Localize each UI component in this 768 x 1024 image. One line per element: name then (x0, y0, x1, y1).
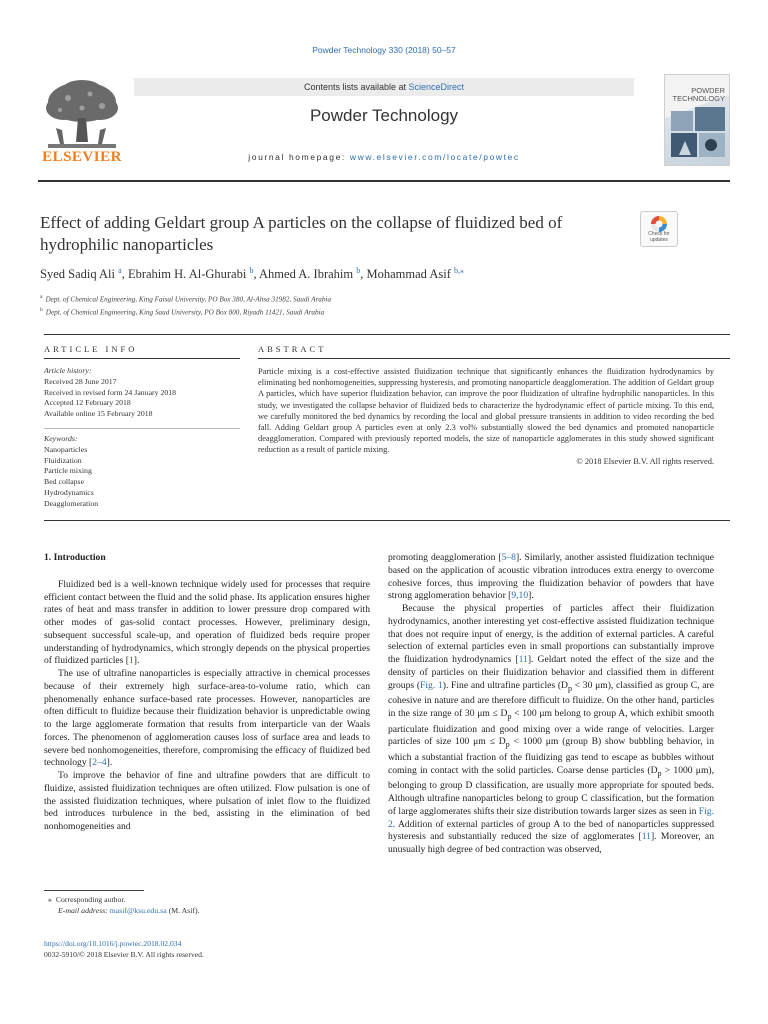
paragraph-text: ). Fine and ultrafine particles (D (442, 679, 568, 691)
email-link[interactable]: masif@ksu.edu.sa (109, 906, 167, 915)
journal-masthead (38, 68, 730, 174)
footnote-line (48, 894, 368, 905)
publisher-name: ELSEVIER (42, 149, 122, 165)
footnote-email-line (48, 905, 368, 916)
paragraph-text: > 1000 μm), belonging to group D classification, are usually more appropriate for spouted beds. Although ultrafine nanoparticles belong to group C classification, but the formation of large agglomerates shifts their size distribution towards larger sizes as seen in (388, 764, 714, 817)
issn-line: 0032-5910/© 2018 Elsevier B.V. All rights reserved. (44, 950, 204, 959)
keyword-item: Particle mixing (44, 466, 92, 476)
history-divider (44, 428, 240, 429)
paragraph-text: < 1000 μm (group B) show bubbling behavior, in which a substantial fraction of the fluidizing gas tend to escape as bubbles without coming in contact with the solid particles. Coarse dense particles (D (388, 736, 714, 776)
keyword-item: Deagglomeration (44, 498, 99, 508)
masthead-center (134, 68, 634, 174)
footnote-label: Corresponding author. (55, 895, 126, 904)
paragraph-text: ]. (133, 655, 140, 667)
paragraph-text: < 100 μm belong to group A, which exhibit smooth particulate fluidization and good mixing over a wide range of velocities. Larger particles of size 100 μm ≤ D (388, 707, 714, 748)
affiliations (40, 292, 730, 319)
section-heading: 1. Introduction (44, 552, 106, 563)
affiliation-line (40, 292, 730, 305)
abstract-text: Particle mixing is a cost-effective assisted fluidization technique that significantly enhances the fluidization hydrodynamics by eliminating bed nonhomogeneities, suppressing hysteresis, and promoting nanoparticle deagglomeration. The addition of Geldart group A particles, which have superior fluidization behavior, can improve the poor fluidization of ultrafine hydrophilic nanoparticles. In this study, we investigated the collapse behavior of fluidized beds to characterize the hydrodynamic effect of particle mixing. To this end, we carefully monitored the bed dynamics by recording the local and global pressure transients in addition to video recording the bed fall. Adding Geldart group A particles even at only 2.3 vol% substantially slowed the bed dynamics and promoted nanoparticle deagglomeration. Compared with previously reported models, the size of nanoparticle agglomerates in this study showed significant reduction as a result of particle mixing. (258, 367, 714, 455)
article-title: Effect of adding Geldart group A particles on the collapse of fluidized bed of hydrophilic nanoparticles (40, 213, 563, 254)
keywords (44, 434, 244, 510)
author-affiliation-marker[interactable]: b (356, 266, 361, 275)
subscript: p (657, 768, 662, 778)
citation-link[interactable]: 11 (518, 654, 528, 665)
paragraph: To improve the behavior of fine and ultrafine powders that are difficult to fluidize, assisted fluidization techniques are often utilized. Flow pulsation is one of the assisted fluidization techniques, where pulsation of inlet flow to the fluidized bed introduces turbulence in the bed, assisting in the elimination of bed nonhomogeneities and (44, 770, 370, 832)
cover-title: POWDER TECHNOLOGY (672, 86, 725, 103)
history-item: Available online 15 February 2018 (44, 409, 153, 419)
right-column (388, 552, 714, 857)
affiliation-line (40, 305, 730, 318)
article-history (44, 366, 244, 420)
abstract-end-divider (44, 520, 730, 521)
doi-link[interactable]: https://doi.org/10.1016/j.powtec.2018.02.034 (44, 939, 182, 948)
author-name[interactable]: Mohammad Asif (366, 267, 451, 282)
author-affiliation-marker[interactable]: a (118, 266, 122, 275)
journal-cover-thumbnail[interactable] (664, 74, 730, 166)
paragraph (44, 668, 370, 770)
article-history-label: Article history: (44, 366, 92, 375)
citation-link[interactable]: 9,10 (511, 590, 529, 602)
paragraph (388, 603, 714, 857)
email-owner: (M. Asif). (166, 906, 200, 915)
citation-link[interactable]: 1 (128, 655, 134, 667)
keywords-label: Keywords: (44, 434, 78, 443)
masthead-divider (38, 180, 730, 182)
badge-text: Check for updates (648, 231, 670, 243)
subscript: p (505, 740, 510, 750)
affiliation-text: Dept. of Chemical Engineering, King Saud University, PO Box 800, Riyadh 11421, Saudi Arabia (45, 308, 325, 317)
contents-bar (134, 78, 634, 96)
paragraph-text: Because the physical properties of particles affect their fluidization hydrodynamics, another interesting yet cost-effective assisted fluidization technique that does not require input of energy, is the addition of external particles. A careful selection of external particles even in small proportions can substantially improve the fluidization hydrodynamics [ (388, 603, 714, 665)
affiliation-marker: a (40, 294, 43, 300)
paragraph (44, 579, 370, 668)
citation-link[interactable]: 2–4 (92, 757, 107, 769)
doi-block (44, 938, 444, 960)
corresponding-author-footnote (48, 894, 368, 916)
author-affiliation-marker[interactable]: b (249, 266, 254, 275)
paragraph-text: ]. Moreover, an unusually high degree of bed contraction was observed, (388, 831, 714, 856)
citation-link[interactable]: 11 (641, 831, 651, 843)
author-name[interactable]: Ebrahim H. Al-Ghurabi (127, 267, 247, 282)
keyword-item: Fluidization (44, 455, 82, 465)
paragraph-text: Fluidized bed is a well-known technique widely used for processes that require efficient contact between the fluid and the solid phase. Its application ensures higher rates of heat and mass transfer in addition to lower pressure drop compared with other modes of gas-solid contact processes. However, preliminary design, subsequent successful scale-up, and operation of fluidized beds require proper understanding of hydrodynamics, which strongly depends on the physical properties of fluidized particles [ (44, 578, 370, 667)
contents-prefix: Contents lists available at (303, 82, 409, 92)
homepage-prefix: journal homepage: (248, 152, 350, 162)
footnote-divider (44, 890, 144, 891)
journal-reference[interactable]: Powder Technology 330 (2018) 50–57 (312, 45, 456, 55)
author-list: Syed Sadiq Ali $^a$, Ebrahim H. Al-Ghurabi $^b$, Ahmed A. Ibrahim $^b$, Mohammad Asif $^{b,⁎}$ (40, 266, 464, 282)
keyword-item: Nanoparticles (44, 444, 88, 454)
paragraph-text: ]. Similarly, another assisted fluidization technique based on the application of acoustic vibration introduces extra energy to overcome cohesive forces, thus improving the fluidization behavior of powders that have strong agglomeration behavior [ (388, 552, 715, 602)
paragraph-text: promoting deagglomeration [ (388, 552, 502, 563)
figure-link[interactable]: Fig. 2 (388, 805, 714, 830)
paragraph (388, 552, 714, 603)
abstract-heading: ABSTRACT (258, 344, 327, 354)
keyword-item: Bed collapse (44, 477, 85, 487)
elsevier-tree-logo-icon[interactable] (38, 78, 126, 168)
paragraph-text: The use of ultrafine nanoparticles is especially attractive in chemical processes because of their extremely high surface-area-to-volume ratio, which can phenomenally enhance surface-based rate processes. However, nanoparticles are often difficult to fluidize because their fluidization behavior is unpredictable owing to the large agglomerate formation that results from interparticle van der Waals forces. The phenomenon of agglomeration causes loss of surface area and leads to severe bed nonhomogeneities, therefore, compromising the efficacy of fluidized bed technology [ (44, 668, 370, 769)
footnote-marker: ⁎ (48, 895, 52, 904)
cover-art-icon (669, 107, 727, 159)
journal-homepage (134, 152, 634, 162)
citation-link[interactable]: 5–8 (501, 552, 516, 563)
paragraph-text: < 30 μm), classified as group C, are cohesive in nature and are therefore difficult to fluidize. On the other hand, particles in the size range of 30 μm ≤ D (388, 679, 714, 719)
affiliation-text: Dept. of Chemical Engineering, King Faisal University, PO Box 380, Al-Ahsa 31982, Saudi Arabia (45, 295, 332, 304)
history-item: Received in revised form 24 January 2018 (44, 387, 177, 397)
homepage-link[interactable]: www.elsevier.com/locate/powtec (349, 152, 520, 162)
author-name[interactable]: Ahmed A. Ibrahim (259, 267, 354, 282)
affiliation-marker: b (40, 307, 43, 314)
author-affiliation-marker[interactable]: b,⁎ (454, 266, 464, 275)
article-info-divider (44, 358, 240, 359)
subscript: p (567, 683, 572, 693)
copyright-line: © 2018 Elsevier B.V. All rights reserved. (576, 456, 714, 466)
paragraph-text: ]. Geldart noted the effect of the size and the density of particles on their fluidization behavior and classified them in different groups ( (388, 654, 714, 691)
subscript: p (507, 711, 512, 721)
front-matter-divider (44, 334, 730, 335)
check-for-updates-badge[interactable] (640, 211, 678, 247)
article-info-heading: ARTICLE INFO (44, 344, 138, 354)
abstract-body (258, 366, 714, 467)
left-column (44, 552, 370, 834)
figure-link[interactable]: Fig. 1 (420, 679, 443, 691)
sciencedirect-link[interactable]: ScienceDirect (408, 82, 465, 92)
history-item: Received 28 June 2017 (44, 376, 117, 386)
history-item: Accepted 12 February 2018 (44, 398, 131, 408)
keyword-item: Hydrodynamics (44, 487, 94, 497)
journal-name: Powder Technology (309, 106, 459, 125)
paragraph-text: ]. (106, 757, 113, 769)
paragraph-text: ]. (528, 590, 534, 602)
abstract-divider (258, 358, 730, 359)
paragraph-text: . Addition of external particles of group A to the bed of nanoparticles suppressed hysteresis and substantially reduced the size of agglomerates [ (388, 818, 714, 843)
author-name[interactable]: Syed Sadiq Ali (40, 267, 116, 282)
email-label: E-mail address: (58, 906, 110, 915)
